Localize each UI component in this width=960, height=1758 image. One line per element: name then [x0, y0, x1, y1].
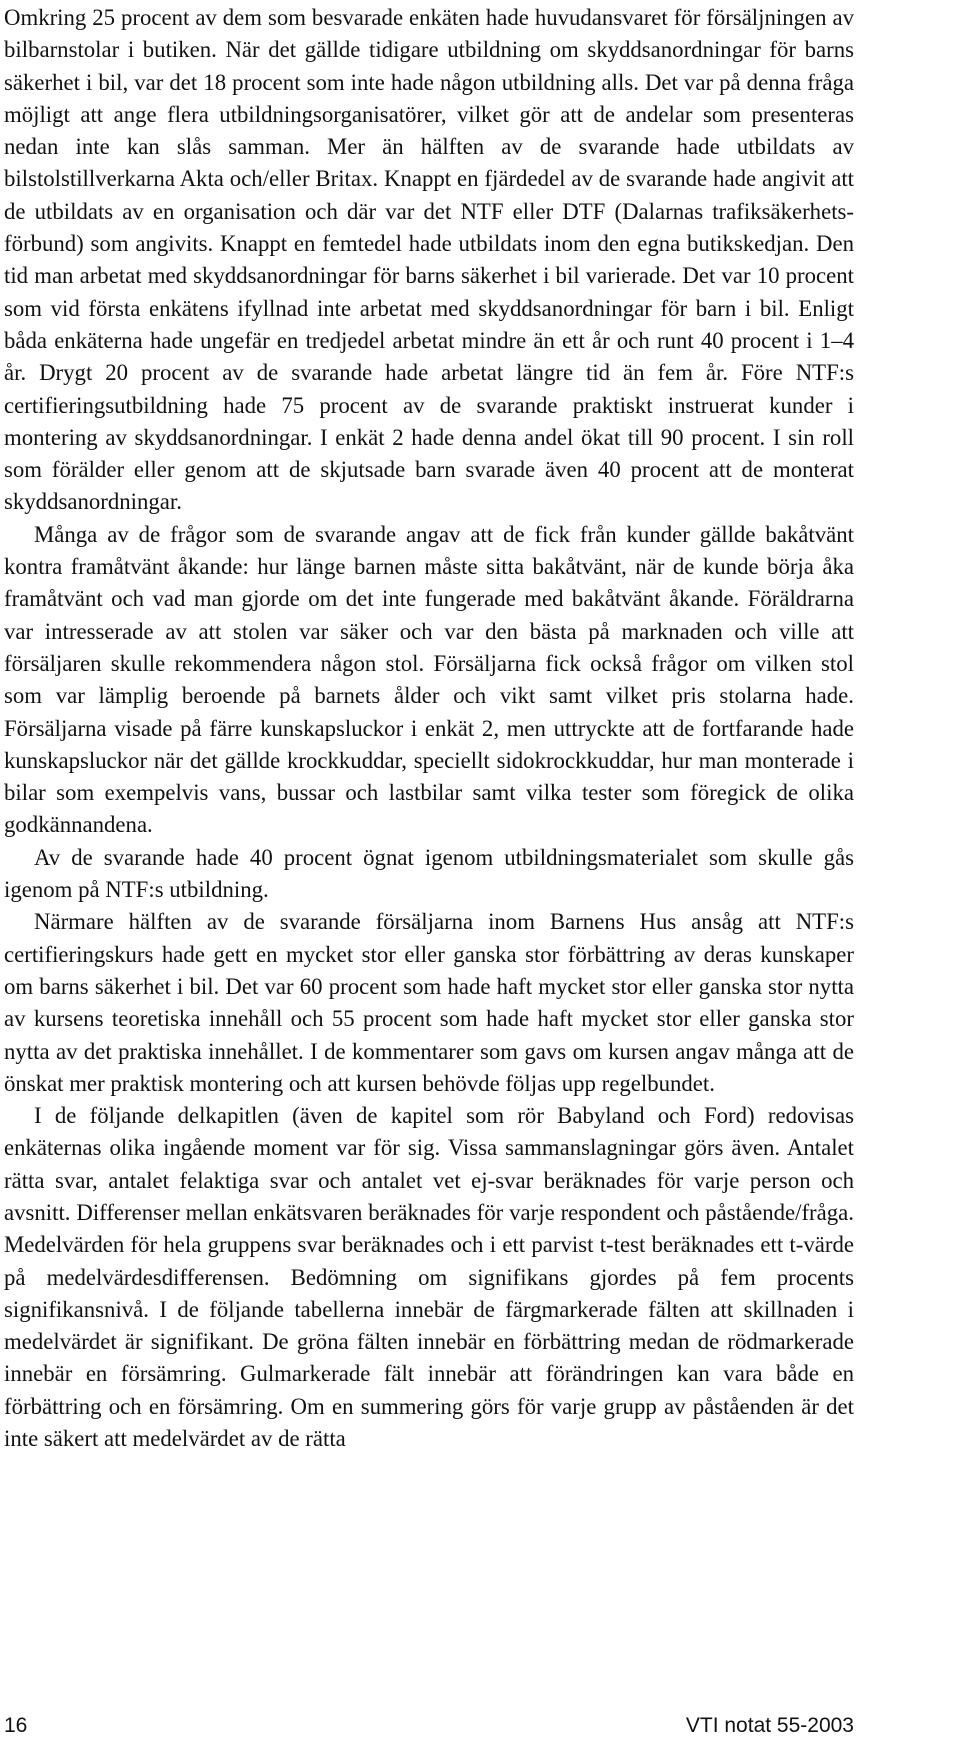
- paragraph-2: Många av de frågor som de svarande angav att de fick från kunder gällde bakåtvänt kontra framåtvänt åkande: hur länge barnen måste sitta bakåtvänt, när de kunde börja åka framåtvänt och vad man gjorde om det inte fungerade med bakåtvänt åkande. Föräldrarna var intresserade av att stolen var säker och var den bästa på marknaden och ville att försäljaren skulle rekommendera någon stol. Försäljarna fick också frågor om vilken stol som var lämplig beroende på barnets ålder och vikt samt vilket pris stolarna hade. Försäljarna visade på färre kunskapsluckor i enkät 2, men uttryckte att de fortfarande hade kunskapsluckor när det gällde krockkuddar, speciellt sidokrockkuddar, hur man monterade i bilar som exempelvis vans, bussar och lastbilar samt vilka tester som föregick de olika godkännandena.: [4, 521, 854, 838]
- paragraph-1: Omkring 25 procent av dem som besvarade enkäten hade huvudansvaret för försäljningen av bilbarnstolar i butiken. När det gällde tidigare utbildning om skyddsanordningar för barns säkerhet i bil, var det 18 procent som inte hade någon utbildning alls. Det var på denna fråga möjligt att ange flera utbildningsorganisatörer, vilket gör att de andelar som presenteras nedan inte kan slås samman. Mer än hälften av de svarande hade utbildats av bilstolstillverkarna Akta och/eller Britax. Knappt en fjärdedel av de svarande hade angivit att de utbildats av en organisation och där var det NTF eller DTF (Dalarnas trafiksäkerhetsförbund) som angivits. Knappt en femtedel hade utbildats inom den egna butikskedjan. Den tid man arbetat med skyddsanordningar för barns säkerhet i bil varierade. Det var 10 procent som vid första enkätens ifyllnad inte arbetat med skyddsanordningar för barn i bil. Enligt båda enkäterna hade ungefär en tredjedel arbetat mindre än ett år och runt 40 procent i 1–4 år. Drygt 20 procent av de svarande hade arbetat längre tid än fem år. Före NTF:s certifieringsutbildning hade 75 procent av de svarande praktiskt instruerat kunder i montering av skyddsanordningar. I enkät 2 hade denna andel ökat till 90 procent. I sin roll som förälder eller genom att de skjutsade barn svarade även 40 procent att de monterat skyddsanordningar.: [4, 5, 854, 515]
- paragraph-3: Av de svarande hade 40 procent ögnat igenom utbildningsmaterialet som skulle gås igenom på NTF:s utbildning.: [4, 844, 854, 903]
- body-text: [4, 2, 854, 1455]
- paragraph-4: Närmare hälften av de svarande försäljarna inom Barnens Hus ansåg att NTF:s certifieringskurs hade gett en mycket stor eller ganska stor förbättring av deras kunskaper om barns säkerhet i bil. Det var 60 procent som hade haft mycket stor eller ganska stor nytta av kursens teoretiska innehåll och 55 procent som hade haft mycket stor eller ganska stor nytta av det praktiska innehållet. I de kommentarer som gavs om kursen angav många att de önskat mer praktisk montering och att kursen behövde följas upp regelbundet.: [4, 909, 854, 1096]
- page-number: 16: [4, 1714, 28, 1737]
- report-id: VTI notat 55-2003: [685, 1714, 854, 1737]
- page-footer: [4, 1714, 854, 1754]
- paragraph-5: I de följande delkapitlen (även de kapitel som rör Babyland och Ford) redovisas enkäternas olika ingående moment var för sig. Vissa sammanslagningar görs även. Antalet rätta svar, antalet felaktiga svar och antalet vet ej-svar beräknades för varje person och avsnitt. Differenser mellan enkätsvaren beräknades för varje respondent och påstående/fråga. Medelvärden för hela gruppens svar beräknades och i ett parvist t-test beräknades ett t-värde på medelvärdesdifferensen. Bedömning om signifikans gjordes på fem procents signifikansnivå. I de följande tabellerna innebär de färgmarkerade fälten att skillnaden i medelvärdet är signifikant. De gröna fälten innebär en förbättring medan de rödmarkerade innebär en försämring. Gulmarkerade fält innebär att förändringen kan vara både en förbättring och en försämring. Om en summering görs för varje grupp av påståenden är det inte säkert att medelvärdet av de rätta: [4, 1103, 854, 1452]
